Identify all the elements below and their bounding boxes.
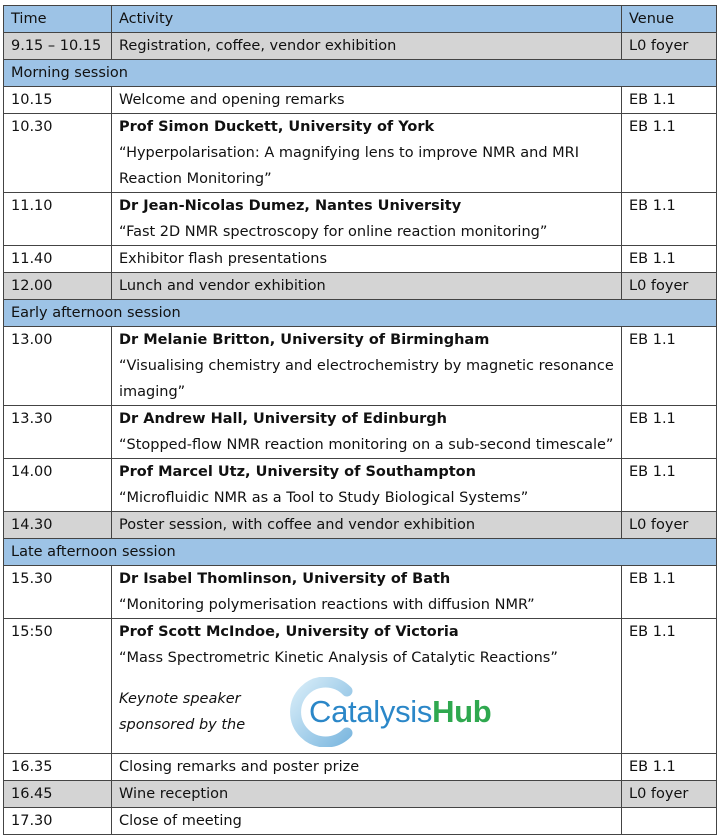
time-cell: 12.00 <box>4 273 112 300</box>
venue-cell: L0 foyer <box>622 512 717 539</box>
session-label: Morning session <box>4 60 717 87</box>
talk-title: “Monitoring polymerisation reactions with diffusion NMR” <box>119 597 535 613</box>
session-row <box>4 300 717 327</box>
activity-cell: Welcome and opening remarks <box>112 87 622 114</box>
activity-cell: Close of meeting <box>112 808 622 835</box>
time-cell: 14.30 <box>4 512 112 539</box>
activity-cell: Lunch and vendor exhibition <box>112 273 622 300</box>
speaker-name: Dr Andrew Hall, University of Edinburgh <box>119 411 447 427</box>
header-venue: Venue <box>622 6 717 33</box>
session-label: Early afternoon session <box>4 300 717 327</box>
table-row <box>4 273 717 300</box>
talk-title: “Visualising chemistry and electrochemistry by magnetic resonance imaging” <box>119 358 614 400</box>
activity-cell: Exhibitor flash presentations <box>112 246 622 273</box>
logo-text-catalysis: Catalysis <box>309 694 433 729</box>
venue-cell: L0 foyer <box>622 781 717 808</box>
time-cell: 13.30 <box>4 406 112 459</box>
time-cell: 11.10 <box>4 193 112 246</box>
logo-text-hub: Hub <box>432 694 492 729</box>
table-row <box>4 459 717 512</box>
venue-cell: EB 1.1 <box>622 87 717 114</box>
table-row <box>4 406 717 459</box>
activity-cell <box>112 327 622 406</box>
venue-cell: EB 1.1 <box>622 619 717 754</box>
table-row <box>4 246 717 273</box>
session-row <box>4 539 717 566</box>
venue-cell: EB 1.1 <box>622 193 717 246</box>
time-cell: 16.35 <box>4 754 112 781</box>
activity-cell: Poster session, with coffee and vendor exhibition <box>112 512 622 539</box>
session-row <box>4 60 717 87</box>
table-row <box>4 33 717 60</box>
time-cell: 10.30 <box>4 114 112 193</box>
table-row <box>4 754 717 781</box>
venue-cell: EB 1.1 <box>622 566 717 619</box>
time-cell: 9.15 – 10.15 <box>4 33 112 60</box>
table-row <box>4 327 717 406</box>
time-cell: 17.30 <box>4 808 112 835</box>
venue-cell: EB 1.1 <box>622 114 717 193</box>
table-row <box>4 114 717 193</box>
venue-cell: EB 1.1 <box>622 459 717 512</box>
speaker-name: Prof Marcel Utz, University of Southampton <box>119 464 476 480</box>
programme-table <box>3 5 717 835</box>
venue-cell: EB 1.1 <box>622 406 717 459</box>
time-cell: 15:50 <box>4 619 112 754</box>
keynote-note <box>119 686 287 738</box>
table-row <box>4 566 717 619</box>
talk-title: “Microfluidic NMR as a Tool to Study Biological Systems” <box>119 490 529 506</box>
time-cell: 11.40 <box>4 246 112 273</box>
activity-cell: Wine reception <box>112 781 622 808</box>
keynote-line: sponsored by the <box>119 717 246 733</box>
activity-cell <box>112 193 622 246</box>
time-cell: 15.30 <box>4 566 112 619</box>
activity-cell: Closing remarks and poster prize <box>112 754 622 781</box>
speaker-name: Dr Isabel Thomlinson, University of Bath <box>119 571 451 587</box>
venue-cell: EB 1.1 <box>622 246 717 273</box>
header-activity: Activity <box>112 6 622 33</box>
venue-cell <box>622 808 717 835</box>
table-row <box>4 808 717 835</box>
time-cell: 13.00 <box>4 327 112 406</box>
table-row <box>4 512 717 539</box>
talk-title: “Stopped-flow NMR reaction monitoring on a sub-second timescale” <box>119 437 614 453</box>
table-row <box>4 619 717 754</box>
venue-cell: EB 1.1 <box>622 754 717 781</box>
talk-title: “Mass Spectrometric Kinetic Analysis of Catalytic Reactions” <box>119 650 558 666</box>
activity-cell <box>112 459 622 512</box>
session-label: Late afternoon session <box>4 539 717 566</box>
table-header-row <box>4 6 717 33</box>
activity-cell <box>112 406 622 459</box>
speaker-name: Prof Scott McIndoe, University of Victoria <box>119 624 459 640</box>
catalysis-hub-logo <box>287 677 491 747</box>
talk-title: “Fast 2D NMR spectroscopy for online reaction monitoring” <box>119 224 548 240</box>
talk-title: “Hyperpolarisation: A magnifying lens to improve NMR and MRI Reaction Monitoring” <box>119 145 579 187</box>
venue-cell: L0 foyer <box>622 33 717 60</box>
speaker-name: Dr Melanie Britton, University of Birmingham <box>119 332 490 348</box>
table-row <box>4 781 717 808</box>
keynote-sponsor <box>119 671 614 753</box>
activity-cell <box>112 566 622 619</box>
speaker-name: Dr Jean-Nicolas Dumez, Nantes University <box>119 198 462 214</box>
venue-cell: EB 1.1 <box>622 327 717 406</box>
time-cell: 16.45 <box>4 781 112 808</box>
table-row <box>4 193 717 246</box>
time-cell: 10.15 <box>4 87 112 114</box>
time-cell: 14.00 <box>4 459 112 512</box>
speaker-name: Prof Simon Duckett, University of York <box>119 119 435 135</box>
activity-cell <box>112 619 622 754</box>
activity-cell: Registration, coffee, vendor exhibition <box>112 33 622 60</box>
header-time: Time <box>4 6 112 33</box>
activity-cell <box>112 114 622 193</box>
logo-wordmark <box>309 694 492 729</box>
table-row <box>4 87 717 114</box>
keynote-line: Keynote speaker <box>119 691 241 707</box>
venue-cell: L0 foyer <box>622 273 717 300</box>
